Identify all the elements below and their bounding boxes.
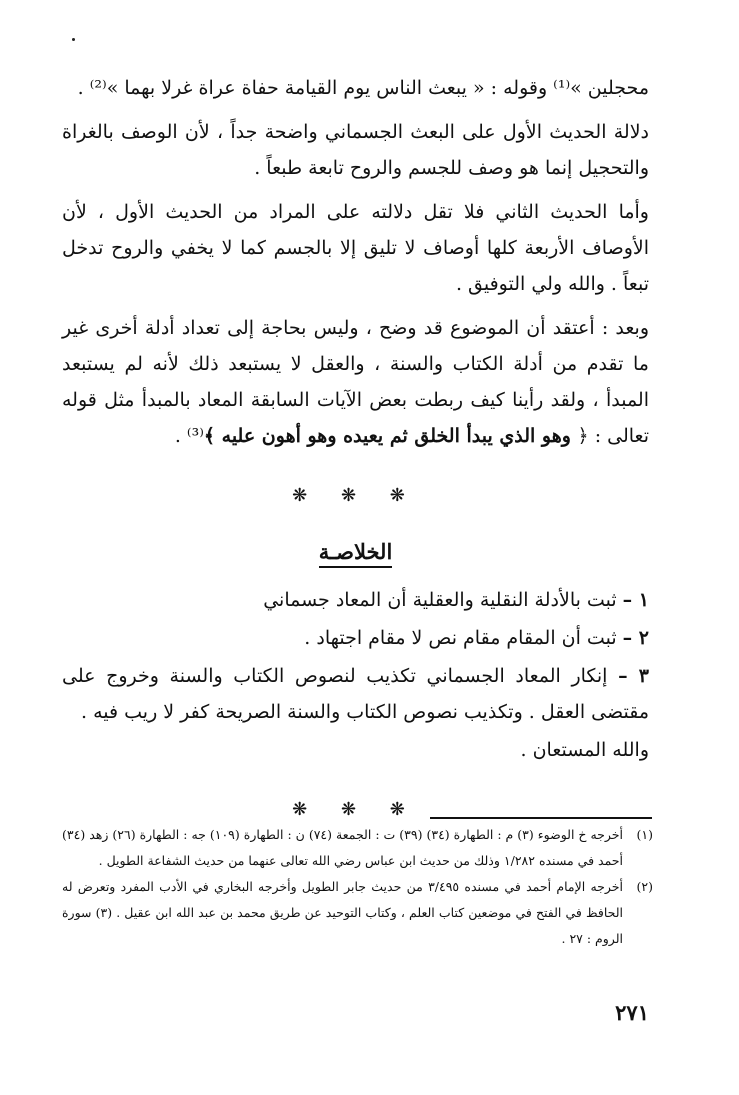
quran-verse: وهو الذي يبدأ الخلق ثم يعيده وهو أهون عليه ﴾ <box>203 425 578 447</box>
paragraph-2: وأما الحديث الثاني فلا تقل دلالته على المراد من الحديث الأول ، لأن الأوصاف الأربعة كلها أوصاف لا تليق إلا بالجسم كما لا يخفي والروح تدخل تبعاً . والله ولي التوفيق . <box>62 201 649 295</box>
summary-num: ٢ – <box>622 627 649 649</box>
summary-item-1 <box>62 582 649 618</box>
summary-text: إنكار المعاد الجسماني تكذيب لنصوص الكتاب والسنة وخروج على مقتضى العقل . وتكذيب نصوص الكتاب والسنة الصريحة كفر لا ريب فيه . <box>62 665 649 723</box>
closing-line: والله المستعان . <box>520 739 649 761</box>
footnote-text: أخرجه الإمام أحمد في مسنده ٣/٤٩٥ من حديث جابر الطويل وأخرجه البخاري في الأدب المفرد وتعرض له الحافظ في الفتح في موضعين كتاب العلم ، وكتاب التوحيد عن طريق محمد بن عبد الله ابن عقيل . (٣) سورة الروم : ٢٧ . <box>62 879 623 946</box>
intro-line: محجلين »⁽¹⁾ وقوله : « يبعث الناس يوم القيامة حفاة عراة غرلا بهما »⁽²⁾ . <box>77 77 649 99</box>
summary-text: ثبت بالأدلة النقلية والعقلية أن المعاد جسماني <box>263 589 623 611</box>
footnote-1 <box>62 822 653 874</box>
section-heading <box>62 534 649 570</box>
summary-num: ٣ – <box>618 665 649 687</box>
paragraph-3-end: ⁽³⁾ . <box>174 425 204 447</box>
footnote-num: (١) <box>636 827 653 842</box>
main-text <box>62 70 649 848</box>
summary-text: ثبت أن المقام مقام نص لا مقام اجتهاد . <box>304 627 623 649</box>
footnotes <box>62 822 653 952</box>
paragraph-1: دلالة الحديث الأول على البعث الجسماني واضحة جداً ، لأن الوصف بالغراة والتحجيل إنما هو وصف للجسم والروح تابعة طبعاً . <box>62 121 649 179</box>
page-number: ٢٧١ <box>615 1000 649 1025</box>
separator-stars-2: ❋ ❋ ❋ <box>292 799 419 820</box>
summary-item-3 <box>62 658 649 730</box>
page-speck <box>72 38 75 41</box>
section-heading-text: الخلاصـة <box>319 539 393 568</box>
separator-stars: ❋ ❋ ❋ <box>292 485 419 506</box>
summary-item-2 <box>62 620 649 656</box>
footnote-text: أخرجه خ الوضوء (٣) م : الطهارة (٣٤) (٣٩) ت : الجمعة (٧٤) ن : الطهارة (١٠٩) جه : الطهارة (٢٦) زهد (٣٤) أحمد في مسنده ١/٢٨٢ وذلك من حديث ابن عباس رضي الله تعالى عنهما من حديث الشفاعة الطويل . <box>62 827 624 868</box>
footnote-rule <box>430 817 652 819</box>
footnote-2 <box>62 874 653 952</box>
paragraph-3-text: وبعد : أعتقد أن الموضوع قد وضح ، وليس بحاجة إلى تعداد أدلة أخرى غير ما تقدم من أدلة الكتاب والسنة ، والعقل لا يستبعد ذلك لأنه لم يستبعد المبدأ ، ولقد رأينا كيف ربطت بعض الآيات السابقة المعاد بالمبدأ مثل قوله تعالى : ﴿ <box>62 317 649 447</box>
footnote-num: (٢) <box>636 879 653 894</box>
summary-num: ١ – <box>622 589 649 611</box>
paragraph-3 <box>62 310 649 454</box>
